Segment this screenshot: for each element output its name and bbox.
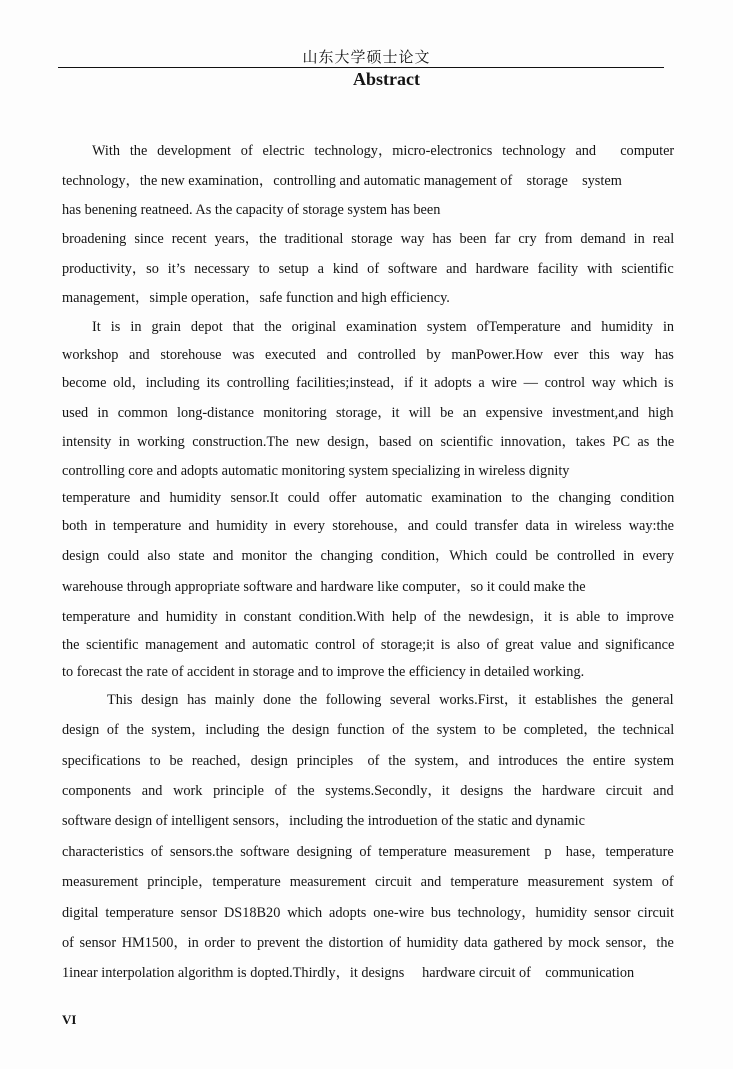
text-line: of sensor HM1500，in order to prevent the distortion of humidity data gathered by mock sensor，the bbox=[62, 935, 674, 951]
text-line: design could also state and monitor the changing condition，Which could be controlled in every bbox=[62, 548, 675, 564]
text-line: specifications to be reached，design principles of the system，and introduces the entire system bbox=[62, 753, 675, 769]
text-line: 1inear interpolation algorithm is dopted.Thirdly，it designs hardware circuit of communication bbox=[62, 965, 635, 981]
abstract-title: Abstract bbox=[353, 69, 420, 89]
text-line: both in temperature and humidity in every storehouse，and could transfer data in wireless way:the bbox=[62, 518, 674, 534]
text-line: intensity in working construction.The new design，based on scientific innovation，takes PC as the bbox=[62, 434, 675, 450]
text-line: measurement principle，temperature measurement circuit and temperature measurement system of bbox=[62, 874, 674, 890]
text-line: With the development of electric technology，micro-electronics technology and computer bbox=[92, 143, 675, 159]
text-line: technology，the new examination，controlling and automatic management of storage system bbox=[62, 173, 622, 189]
running-header: 山东大学硕士论文 bbox=[302, 50, 431, 66]
text-line: management，simple operation，safe function and high efficiency. bbox=[62, 290, 450, 306]
text-line: warehouse through appropriate software and hardware like computer，so it could make the bbox=[62, 579, 586, 595]
text-line: characteristics of sensors.the software designing of temperature measurement p hase，temperature bbox=[62, 844, 674, 860]
text-line: become old，including its controlling facilities;instead，if it adopts a wire — control way which is bbox=[62, 375, 674, 391]
header-rule bbox=[58, 67, 664, 68]
text-line: This design has mainly done the following several works.First，it establishes the general bbox=[107, 692, 674, 708]
text-line: design of the system，including the design function of the system to be completed，the technical bbox=[62, 722, 675, 738]
text-line: controlling core and adopts automatic monitoring system specializing in wireless dignity bbox=[62, 463, 570, 479]
text-line: software design of intelligent sensors，including the introduetion of the static and dynamic bbox=[62, 813, 585, 829]
text-line: to forecast the rate of accident in storage and to improve the efficiency in detailed working. bbox=[62, 664, 585, 680]
text-line: temperature and humidity in constant condition.With help of the newdesign，it is able to improve bbox=[62, 609, 674, 625]
text-line: digital temperature sensor DS18B20 which adopts one-wire bus technology，humidity sensor circuit bbox=[62, 905, 674, 921]
text-line: the scientific management and automatic control of storage;it is also of great value and significance bbox=[62, 637, 675, 653]
text-line: workshop and storehouse was executed and controlled by manPower.How ever this way has bbox=[62, 347, 674, 363]
text-line: productivity，so it’s necessary to setup a kind of software and hardware facility with scientific bbox=[62, 261, 674, 277]
text-line: It is in grain depot that the original examination system ofTemperature and humidity in bbox=[92, 319, 675, 335]
text-line: temperature and humidity sensor.It could offer automatic examination to the changing condition bbox=[62, 490, 675, 506]
text-line: has benening reatneed. As the capacity of storage system has been bbox=[62, 202, 441, 218]
text-line: used in common long-distance monitoring storage，it will be an expensive investment,and high bbox=[62, 405, 674, 421]
text-line: components and work principle of the systems.Secondly，it designs the hardware circuit and bbox=[62, 783, 674, 799]
page-number: VI bbox=[62, 1012, 77, 1027]
text-line: broadening since recent years，the traditional storage way has been far cry from demand in real bbox=[62, 231, 675, 247]
